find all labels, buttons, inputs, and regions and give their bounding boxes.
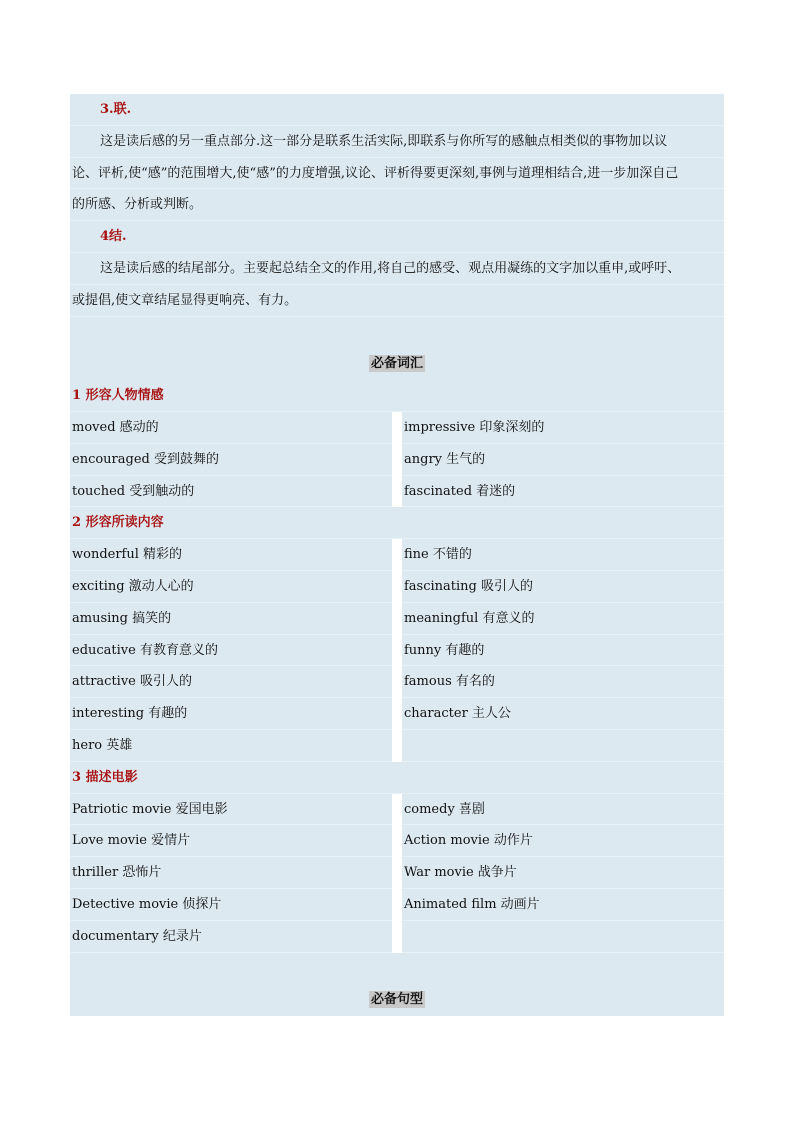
column-divider-group-2 xyxy=(392,539,402,762)
vocab-left: moved 感动的 xyxy=(72,419,159,435)
vocab-right: Action movie 动作片 xyxy=(404,833,533,849)
vocab-left: amusing 搞笑的 xyxy=(72,610,172,626)
vocab-left: wonderful 精彩的 xyxy=(72,547,183,563)
vocab-right: angry 生气的 xyxy=(404,451,486,467)
section-4-paragraph-line-1: 这是读后感的结尾部分。主要起总结全文的作用,将自己的感受、观点用凝练的文字加以重申,或呼吁、 xyxy=(70,253,724,285)
section-3-paragraph-line-2: 论、评析,使“感”的范围增大,使“感”的力度增强,议论、评析得要更深刻,事例与道理相结合,进一步加深自己 xyxy=(70,158,724,190)
sentences-heading-text: 必备句型 xyxy=(370,992,423,1008)
vocab-left: Detective movie 侦探片 xyxy=(72,896,222,912)
vocab-left: encouraged 受到鼓舞的 xyxy=(72,451,219,467)
column-divider-group-1 xyxy=(392,412,402,507)
vocab-left: interesting 有趣的 xyxy=(72,706,188,722)
spacer xyxy=(70,317,724,349)
section-4-paragraph-line-2: 或提倡,使文章结尾显得更响亮、有力。 xyxy=(70,285,724,317)
vocab-left: touched 受到触动的 xyxy=(72,483,195,499)
vocab-left: Love movie 爱情片 xyxy=(72,833,191,849)
vocab-right: fine 不错的 xyxy=(404,547,472,563)
vocab-left: exciting 激动人心的 xyxy=(72,578,194,594)
vocab-left: thriller 恐怖片 xyxy=(72,865,162,881)
vocab-right: War movie 战争片 xyxy=(404,865,517,881)
vocab-right: famous 有名的 xyxy=(404,674,495,690)
section-3-paragraph-line-3: 的所感、分析或判断。 xyxy=(70,189,724,221)
group-3-title: 3 描述电影 xyxy=(70,762,724,794)
section-3-paragraph-line-1: 这是读后感的另一重点部分.这一部分是联系生活实际,即联系与你所写的感触点相类似的事物加以议 xyxy=(70,126,724,158)
vocab-right: funny 有趣的 xyxy=(404,642,485,658)
vocab-left: attractive 吸引人的 xyxy=(72,674,192,690)
vocab-heading-text: 必备词汇 xyxy=(370,356,423,372)
vocab-left: educative 有教育意义的 xyxy=(72,642,218,658)
vocab-right: fascinating 吸引人的 xyxy=(404,578,534,594)
vocab-heading xyxy=(70,348,724,380)
vocab-left: documentary 纪录片 xyxy=(72,928,202,944)
vocab-right: impressive 印象深刻的 xyxy=(404,419,545,435)
vocab-right: fascinated 着迷的 xyxy=(404,483,516,499)
column-divider-group-3 xyxy=(392,794,402,953)
sentences-heading xyxy=(70,984,724,1016)
group-2-title: 2 形容所读内容 xyxy=(70,507,724,539)
section-4-heading: 4结. xyxy=(70,221,724,253)
vocab-right: character 主人公 xyxy=(404,706,511,722)
section-3-heading: 3.联. xyxy=(70,94,724,126)
vocab-right: meaningful 有意义的 xyxy=(404,610,535,626)
vocab-left: Patriotic movie 爱国电影 xyxy=(72,801,228,817)
vocab-right: comedy 喜剧 xyxy=(404,801,485,817)
vocab-left: hero 英雄 xyxy=(72,737,133,753)
group-1-title: 1 形容人物情感 xyxy=(70,380,724,412)
spacer xyxy=(70,953,724,985)
vocab-right: Animated film 动画片 xyxy=(404,896,540,912)
document-body xyxy=(70,94,724,1016)
